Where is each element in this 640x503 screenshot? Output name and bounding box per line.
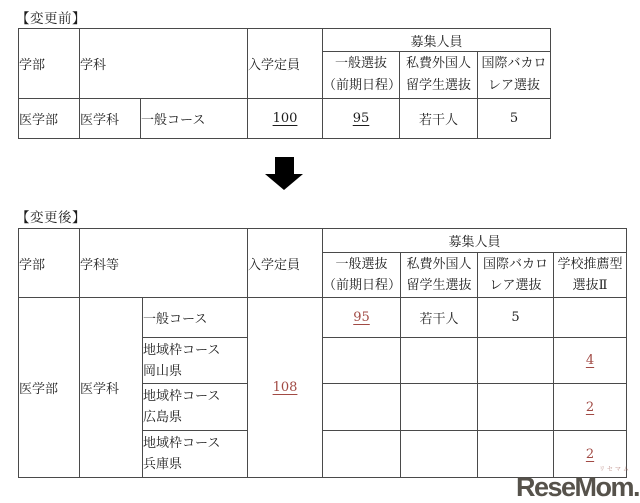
after-header-row-1 xyxy=(19,229,627,253)
after-cell-ib-row2 xyxy=(478,384,554,431)
after-header-faculty: 学部 xyxy=(19,229,80,298)
before-header-ib-selection xyxy=(478,52,551,99)
before-header-foreign-line1: 私費外国人 xyxy=(406,56,472,71)
after-data-row-general-course xyxy=(19,298,627,338)
after-cell-course-general: 一般コース xyxy=(143,298,248,338)
after-table xyxy=(18,228,627,478)
after-cell-capacity xyxy=(248,298,323,478)
before-header-capacity: 入学定員 xyxy=(248,29,323,99)
before-cell-foreign: 若干人 xyxy=(400,99,478,139)
after-header-school-recommendation xyxy=(554,253,627,298)
after-header-capacity: 入学定員 xyxy=(248,229,323,298)
after-header-ib-line2: レア選抜 xyxy=(489,278,542,293)
after-course3-line1: 地域枠コース xyxy=(143,436,221,451)
after-cell-course-hiroshima xyxy=(143,384,248,431)
after-course1-line2: 岡山県 xyxy=(143,363,183,379)
down-arrow-head xyxy=(265,174,303,190)
after-cell-general-row0 xyxy=(323,298,401,338)
after-header-general-selection xyxy=(323,253,401,298)
down-arrow-icon xyxy=(265,157,303,190)
resemom-logo: ReseMom. xyxy=(515,472,639,502)
after-header-foreign-line2: 留学生選抜 xyxy=(406,278,472,293)
before-header-general-line1: 一般選抜 xyxy=(335,56,388,71)
after-cell-course-okayama xyxy=(143,338,248,384)
after-capacity-value: 108 xyxy=(272,380,298,395)
after-cell-foreign-row1 xyxy=(401,338,478,384)
after-suisen-value-hyogo: 2 xyxy=(585,446,595,462)
after-cell-general-row3 xyxy=(323,431,401,478)
before-cell-department: 医学科 xyxy=(80,99,141,139)
before-cell-capacity xyxy=(248,99,323,139)
before-header-foreign-students xyxy=(400,52,478,99)
after-header-general-line2: （前期日程） xyxy=(323,278,402,293)
before-table xyxy=(18,28,551,139)
before-header-general-line2: （前期日程） xyxy=(323,78,402,93)
after-cell-general-row1 xyxy=(323,338,401,384)
before-header-row-1 xyxy=(19,29,551,52)
after-header-suisen-line2: 選抜Ⅱ xyxy=(572,278,608,293)
after-header-department: 学科等 xyxy=(80,229,248,298)
after-general-value: 95 xyxy=(353,310,370,325)
after-header-ib-selection xyxy=(478,253,554,298)
before-header-faculty: 学部 xyxy=(19,29,80,99)
after-cell-suisen-row2 xyxy=(554,384,627,431)
before-cell-ib: 5 xyxy=(478,99,551,139)
before-header-recruitment: 募集人員 xyxy=(323,29,551,52)
after-header-suisen-line1: 学校推薦型 xyxy=(557,257,623,272)
after-header-foreign-students xyxy=(401,253,478,298)
before-cell-faculty: 医学部 xyxy=(19,99,80,139)
before-header-department: 学科 xyxy=(80,29,248,99)
after-cell-course-hyogo xyxy=(143,431,248,478)
before-header-ib-line1: 国際バカロ xyxy=(481,56,547,71)
after-suisen-value-okayama: 4 xyxy=(585,353,595,368)
before-data-row xyxy=(19,99,551,139)
before-capacity-value: 100 xyxy=(272,111,298,126)
after-cell-department: 医学科 xyxy=(80,298,143,478)
after-cell-suisen-row0 xyxy=(554,298,627,338)
before-general-value: 95 xyxy=(352,111,370,126)
after-header-foreign-line1: 私費外国人 xyxy=(406,257,472,272)
after-cell-foreign-row3 xyxy=(401,431,478,478)
before-header-ib-line2: レア選抜 xyxy=(488,78,541,93)
after-section-label: 【変更後】 xyxy=(16,210,86,226)
after-cell-ib-row0: 5 xyxy=(478,298,554,338)
after-course2-line1: 地域枠コース xyxy=(143,389,221,404)
after-cell-ib-row1 xyxy=(478,338,554,384)
after-cell-general-row2 xyxy=(323,384,401,431)
before-cell-course: 一般コース xyxy=(141,99,248,139)
after-header-recruitment: 募集人員 xyxy=(323,229,627,253)
before-header-general-selection xyxy=(323,52,400,99)
resemom-kana-label: リセマム xyxy=(599,467,631,473)
after-course2-line2: 広島県 xyxy=(143,410,183,425)
after-header-ib-line1: 国際バカロ xyxy=(483,257,549,272)
after-suisen-value-hiroshima: 2 xyxy=(585,399,595,415)
after-cell-suisen-row1 xyxy=(554,338,627,384)
after-cell-foreign-row2 xyxy=(401,384,478,431)
after-course3-line2: 兵庫県 xyxy=(143,457,183,472)
after-header-general-line1: 一般選抜 xyxy=(335,257,388,272)
before-header-foreign-line2: 留学生選抜 xyxy=(406,78,472,93)
down-arrow-shaft xyxy=(275,157,294,174)
before-section-label: 【変更前】 xyxy=(16,11,86,27)
before-cell-general xyxy=(323,99,400,139)
after-cell-faculty: 医学部 xyxy=(19,298,80,478)
after-course1-line1: 地域枠コース xyxy=(143,342,221,358)
resemom-watermark xyxy=(516,467,639,501)
after-cell-foreign-row0: 若干人 xyxy=(401,298,478,338)
